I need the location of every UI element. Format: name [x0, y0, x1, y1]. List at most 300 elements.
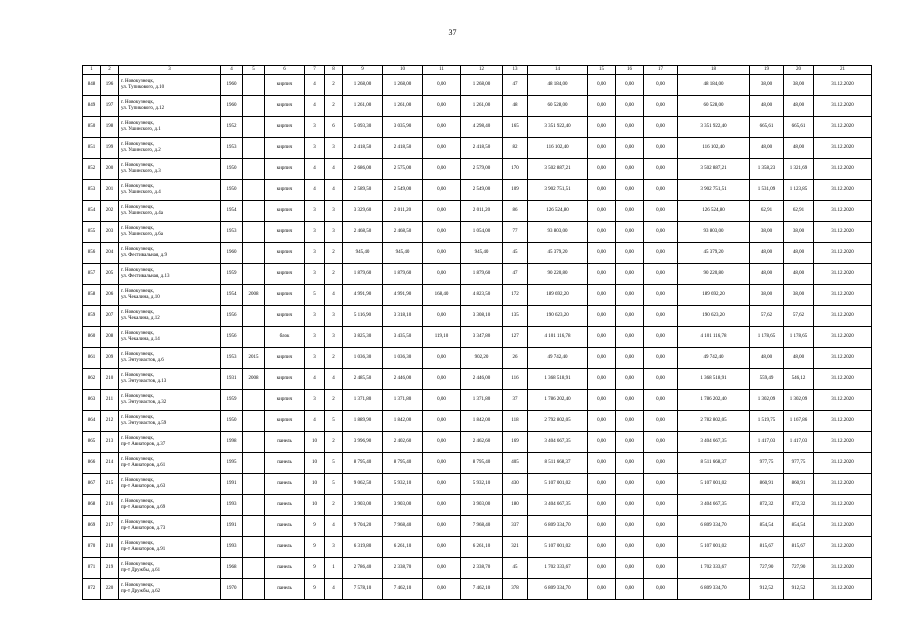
table-cell: 0,00 [588, 369, 616, 390]
table-cell: 31.12.2020 [814, 306, 872, 327]
table-row [83, 411, 872, 432]
table-cell: 0,00 [423, 495, 461, 516]
table-cell: 38,00 [750, 222, 784, 243]
column-header: 15 [588, 66, 616, 75]
table-cell: 1 368 518,91 [678, 369, 750, 390]
table-cell: 0,00 [588, 390, 616, 411]
address-cell [119, 348, 221, 369]
table-cell: 49 742,40 [528, 348, 588, 369]
table-cell: 863 [83, 390, 101, 411]
table-cell: 0,00 [423, 180, 461, 201]
address-cell [119, 453, 221, 474]
table-row [83, 138, 872, 159]
column-header: 13 [503, 66, 528, 75]
table-cell: 0,00 [423, 432, 461, 453]
table-cell: 1 702 333,67 [528, 558, 588, 579]
table-row [83, 327, 872, 348]
table-cell: 3 318,10 [383, 306, 423, 327]
table-cell: 860,91 [784, 474, 814, 495]
table-cell: 3 902 751,51 [678, 180, 750, 201]
table-cell: 0,00 [616, 411, 644, 432]
table-cell: 4 [325, 516, 343, 537]
table-cell: 2 [325, 75, 343, 96]
column-header: 5 [243, 66, 265, 75]
address-cell [119, 537, 221, 558]
table-cell: 0,00 [616, 159, 644, 180]
table-cell: 3 [305, 327, 325, 348]
table-cell: 2008 [243, 285, 265, 306]
column-header: 1 [83, 66, 101, 75]
table-cell: кирпич [265, 243, 305, 264]
table-cell: панель [265, 453, 305, 474]
address-cell [119, 327, 221, 348]
table-cell [243, 474, 265, 495]
address-line: пр-т Авиаторов, д.69 [121, 505, 166, 510]
table-cell: 1 268,00 [461, 75, 503, 96]
table-cell: 2 446,00 [383, 369, 423, 390]
address-cell [119, 75, 221, 96]
table-cell: 1 054,00 [461, 222, 503, 243]
table-cell [243, 201, 265, 222]
table-cell: 2 418,50 [461, 138, 503, 159]
table-cell: 4 991,90 [383, 285, 423, 306]
table-cell: 3 351 922,40 [528, 117, 588, 138]
table-cell: 858 [83, 285, 101, 306]
table-cell: 861 [83, 348, 101, 369]
column-header: 12 [461, 66, 503, 75]
address-line: ул. Энтузиастов, д.59 [121, 421, 167, 426]
table-cell: 86 [503, 201, 528, 222]
table-cell: 45 379,20 [678, 243, 750, 264]
table-cell: 135 [503, 306, 528, 327]
address-line: ул. Ушинского, д.1 [121, 127, 161, 132]
address-line: г. Новокузнецк, [121, 268, 155, 274]
table-cell: 0,00 [644, 306, 678, 327]
table-cell: 0,00 [588, 285, 616, 306]
table-cell [243, 222, 265, 243]
table-cell: 849 [83, 96, 101, 117]
table-cell [243, 432, 265, 453]
address-line: ул. Чекалина, д.12 [121, 316, 160, 321]
table-cell: 1 368 518,91 [528, 369, 588, 390]
table-cell: 1 889,90 [343, 411, 383, 432]
address-line: г. Новокузнецк, [121, 289, 155, 295]
table-cell: 3 825,30 [343, 327, 383, 348]
table-cell: 1956 [221, 327, 243, 348]
table-cell: 165 [503, 117, 528, 138]
table-cell: 2 402,60 [383, 432, 423, 453]
table-cell: 219 [101, 558, 119, 579]
table-cell: 4 [305, 180, 325, 201]
table-cell: 2 462,60 [461, 432, 503, 453]
address-line: г. Новокузнецк, [121, 184, 155, 190]
address-line: пр-т Авиаторов, д.63 [121, 484, 166, 489]
table-cell: 1 261,00 [461, 96, 503, 117]
table-cell: 0,00 [644, 411, 678, 432]
table-cell: 3 [305, 390, 325, 411]
table-cell: 0,00 [588, 432, 616, 453]
table-cell: 868 [83, 495, 101, 516]
table-cell: 2 786,40 [343, 558, 383, 579]
table-cell: 116 102,40 [528, 138, 588, 159]
table-cell: 3 347,80 [461, 327, 503, 348]
table-cell: 855 [83, 222, 101, 243]
table-cell: 1998 [221, 432, 243, 453]
table-cell: 977,75 [784, 453, 814, 474]
table-cell: кирпич [265, 285, 305, 306]
table-cell: кирпич [265, 264, 305, 285]
table-cell: 2 [325, 432, 343, 453]
table-cell: кирпич [265, 390, 305, 411]
table-cell: панель [265, 579, 305, 600]
table-cell: 912,52 [750, 579, 784, 600]
address-cell [119, 411, 221, 432]
table-cell: 49 742,40 [678, 348, 750, 369]
table-cell: 9 062,50 [343, 474, 383, 495]
column-header: 17 [644, 66, 678, 75]
column-header: 4 [221, 66, 243, 75]
table-row [83, 369, 872, 390]
table-cell: 0,00 [423, 411, 461, 432]
table-cell: 217 [101, 516, 119, 537]
table-cell: 0,00 [423, 138, 461, 159]
address-cell [119, 159, 221, 180]
table-cell: 31.12.2020 [814, 537, 872, 558]
table-cell: 0,00 [588, 327, 616, 348]
table-cell: 9 [305, 516, 325, 537]
table-cell: 2 549,00 [461, 180, 503, 201]
table-row [83, 75, 872, 96]
address-line: г. Новокузнецк, [121, 499, 155, 505]
address-cell [119, 579, 221, 600]
table-cell: 60 528,00 [678, 96, 750, 117]
table-cell: 48,00 [784, 243, 814, 264]
table-cell: 1 268,00 [383, 75, 423, 96]
page-number: 37 [448, 28, 457, 37]
table-cell [243, 159, 265, 180]
table-cell: 218 [101, 537, 119, 558]
table-cell: 8 511 668,37 [528, 453, 588, 474]
table-cell: 0,00 [644, 390, 678, 411]
table-cell: 1 531,09 [750, 180, 784, 201]
table-cell: 7 462,10 [383, 579, 423, 600]
table-cell: 867 [83, 474, 101, 495]
table-cell: 0,00 [644, 243, 678, 264]
table-cell: 9 [305, 537, 325, 558]
table-cell: 0,00 [423, 117, 461, 138]
table-cell: 82 [503, 138, 528, 159]
table-cell: 2 686,00 [343, 159, 383, 180]
table-cell: 1952 [221, 117, 243, 138]
table-row [83, 348, 872, 369]
address-cell [119, 180, 221, 201]
table-cell: 48,00 [750, 243, 784, 264]
table-cell: 3 903,00 [383, 495, 423, 516]
table-cell: 0,00 [616, 516, 644, 537]
table-cell: 1 702 333,67 [678, 558, 750, 579]
address-line: г. Новокузнецк, [121, 163, 155, 169]
table-cell: 3 902 751,51 [528, 180, 588, 201]
table-cell: 2 446,00 [461, 369, 503, 390]
table-cell: 1960 [221, 75, 243, 96]
table-cell: 815,67 [784, 537, 814, 558]
table-cell: 1970 [221, 579, 243, 600]
table-cell: 0,00 [644, 180, 678, 201]
table-cell: 0,00 [588, 474, 616, 495]
table-cell: 31.12.2020 [814, 327, 872, 348]
table-cell: 220 [101, 579, 119, 600]
table-cell: 31.12.2020 [814, 579, 872, 600]
table-cell: 6 261,10 [461, 537, 503, 558]
address-line: пр-т Дружбы, д.61 [121, 568, 161, 573]
table-cell: 6 319,80 [343, 537, 383, 558]
table-cell: 6 809 334,70 [678, 516, 750, 537]
table-cell: 3 [325, 138, 343, 159]
table-cell: 1 358,23 [750, 159, 784, 180]
table-cell: 5 [325, 453, 343, 474]
table-cell: 4 [305, 75, 325, 96]
table-cell: 205 [101, 264, 119, 285]
table-cell: 866 [83, 453, 101, 474]
address-line: г. Новокузнецк, [121, 205, 155, 211]
table-row [83, 432, 872, 453]
housing-table [82, 65, 872, 600]
table-row [83, 96, 872, 117]
table-cell: 45 [503, 558, 528, 579]
table-cell: 0,00 [588, 264, 616, 285]
table-cell: 1 371,80 [343, 390, 383, 411]
table-cell: 1 123,85 [784, 180, 814, 201]
table-cell: 57,62 [784, 306, 814, 327]
table-cell: 90 220,80 [528, 264, 588, 285]
table-cell: 3 [325, 201, 343, 222]
table-cell: 0,00 [616, 117, 644, 138]
table-cell: 1 268,00 [343, 75, 383, 96]
table-cell: 2 589,50 [343, 180, 383, 201]
table-row [83, 474, 872, 495]
table-cell [243, 411, 265, 432]
table-cell: 9 [305, 558, 325, 579]
table-cell: 0,00 [616, 579, 644, 600]
table-cell: 4 [305, 159, 325, 180]
table-cell: 0,00 [423, 579, 461, 600]
table-cell: 5 107 001,02 [528, 474, 588, 495]
table-cell: 4 [325, 180, 343, 201]
table-cell: 912,52 [784, 579, 814, 600]
address-cell [119, 117, 221, 138]
table-cell: 116 [503, 369, 528, 390]
table-cell: 815,67 [750, 537, 784, 558]
table-cell: 8 795,40 [343, 453, 383, 474]
address-line: г. Новокузнецк, [121, 415, 155, 421]
address-cell [119, 264, 221, 285]
column-header: 2 [101, 66, 119, 75]
table-cell: 9 704,20 [343, 516, 383, 537]
column-header: 7 [305, 66, 325, 75]
table-cell [243, 117, 265, 138]
table-cell: 38,00 [784, 285, 814, 306]
header-row [83, 66, 872, 75]
table-cell: 197 [101, 96, 119, 117]
table-cell: 116 102,40 [678, 138, 750, 159]
table-cell: 202 [101, 201, 119, 222]
table-cell: 1 417,03 [750, 432, 784, 453]
table-cell: 0,00 [644, 285, 678, 306]
table-cell: 2 575,00 [383, 159, 423, 180]
table-cell: 3 [305, 201, 325, 222]
address-cell [119, 390, 221, 411]
table-row [83, 243, 872, 264]
table-cell: 1 178,65 [784, 327, 814, 348]
table-cell: 559,49 [750, 369, 784, 390]
address-line: пр-т Авиаторов, д.91 [121, 547, 166, 552]
table-cell [243, 558, 265, 579]
address-line: пр-т Дружбы, д.62 [121, 589, 161, 594]
table-cell: 1995 [221, 453, 243, 474]
table-cell: 2 485,50 [343, 369, 383, 390]
table-cell: 1 178,65 [750, 327, 784, 348]
table-row [83, 495, 872, 516]
table-cell [243, 75, 265, 96]
table-cell: 189 692,20 [528, 285, 588, 306]
table-cell: 31.12.2020 [814, 453, 872, 474]
table-cell: 862 [83, 369, 101, 390]
table-row [83, 285, 872, 306]
table-cell: 31.12.2020 [814, 369, 872, 390]
table-cell: 3 404 667,35 [678, 495, 750, 516]
table-cell: 4 [325, 159, 343, 180]
table-cell: 31.12.2020 [814, 390, 872, 411]
table-cell: 3 308,10 [461, 306, 503, 327]
table-cell: 2 579,00 [461, 159, 503, 180]
table-cell: 1931 [221, 369, 243, 390]
table-cell: 0,00 [588, 222, 616, 243]
table-cell: 0,00 [644, 474, 678, 495]
table-cell: 48,00 [750, 264, 784, 285]
table-cell: 665,61 [784, 117, 814, 138]
table-cell: 945,40 [343, 243, 383, 264]
table-cell: 206 [101, 285, 119, 306]
table-cell: 1968 [221, 558, 243, 579]
table-cell: 119,10 [423, 327, 461, 348]
table-cell: 4 [325, 285, 343, 306]
table-cell: 1 261,00 [383, 96, 423, 117]
table-cell: 31.12.2020 [814, 558, 872, 579]
address-cell [119, 306, 221, 327]
table-cell: 77 [503, 222, 528, 243]
table-cell: 31.12.2020 [814, 285, 872, 306]
table-cell: 1991 [221, 516, 243, 537]
column-header: 3 [119, 66, 221, 75]
table-cell: 3 903,00 [461, 495, 503, 516]
table-cell: 0,00 [423, 96, 461, 117]
table-cell: 3 [305, 348, 325, 369]
address-cell [119, 369, 221, 390]
address-cell [119, 558, 221, 579]
column-header: 20 [784, 66, 814, 75]
table-cell: 48,00 [784, 264, 814, 285]
table-cell: 872,32 [784, 495, 814, 516]
table-cell: 870 [83, 537, 101, 558]
table-cell: 848 [83, 75, 101, 96]
table-cell: 977,75 [750, 453, 784, 474]
table-cell: 38,00 [784, 75, 814, 96]
table-cell: 10 [305, 453, 325, 474]
table-cell: 0,00 [423, 264, 461, 285]
column-header: 10 [383, 66, 423, 75]
table-cell [243, 390, 265, 411]
table-cell: 1950 [221, 159, 243, 180]
table-cell: 6 261,10 [383, 537, 423, 558]
table-cell: 1 786 202,40 [528, 390, 588, 411]
table-cell: 0,00 [588, 138, 616, 159]
table-cell: 118 [503, 411, 528, 432]
table-cell: 10 [305, 495, 325, 516]
table-cell: кирпич [265, 201, 305, 222]
table-cell: 45 379,20 [528, 243, 588, 264]
table-cell: кирпич [265, 306, 305, 327]
table-cell: 3 [305, 306, 325, 327]
table-cell [243, 264, 265, 285]
table-cell: 47 [503, 264, 528, 285]
table-cell: 31.12.2020 [814, 495, 872, 516]
table-cell: 1956 [221, 306, 243, 327]
table-cell: 0,00 [616, 201, 644, 222]
table-cell: 6 809 334,70 [528, 516, 588, 537]
table-cell: 1 371,80 [383, 390, 423, 411]
table-cell: 48 184,00 [678, 75, 750, 96]
table-row [83, 537, 872, 558]
table-cell: 1993 [221, 495, 243, 516]
table-cell: 31.12.2020 [814, 201, 872, 222]
table-cell: 31.12.2020 [814, 117, 872, 138]
table-cell: 0,00 [423, 243, 461, 264]
table-cell: 0,00 [616, 285, 644, 306]
table-cell: 38,00 [784, 222, 814, 243]
table-row [83, 201, 872, 222]
table-row [83, 222, 872, 243]
table-cell: 169 [503, 432, 528, 453]
table-cell: 872 [83, 579, 101, 600]
table-row [83, 558, 872, 579]
table-cell: кирпич [265, 138, 305, 159]
table-cell: 109 [503, 180, 528, 201]
table-cell: 2008 [243, 369, 265, 390]
table-cell: 31.12.2020 [814, 411, 872, 432]
table-row [83, 264, 872, 285]
address-line: г. Новокузнецк, [121, 310, 155, 316]
table-cell: 5 093,30 [343, 117, 383, 138]
table-cell: 0,00 [423, 537, 461, 558]
table-cell: кирпич [265, 180, 305, 201]
table-cell: 1 879,60 [383, 264, 423, 285]
table-cell [243, 453, 265, 474]
table-cell: 170 [503, 159, 528, 180]
table-cell: 1 261,00 [343, 96, 383, 117]
table-cell: 48,00 [784, 348, 814, 369]
table-cell: 5 116,90 [343, 306, 383, 327]
table-cell: 0,00 [588, 411, 616, 432]
table-cell: 93 803,00 [678, 222, 750, 243]
table-cell: 869 [83, 516, 101, 537]
table-cell: 62,91 [750, 201, 784, 222]
table-cell: 2 338,70 [383, 558, 423, 579]
table-row [83, 579, 872, 600]
table-cell: 0,00 [588, 537, 616, 558]
table-cell: 864 [83, 411, 101, 432]
table-cell: 865 [83, 432, 101, 453]
table-cell [243, 306, 265, 327]
